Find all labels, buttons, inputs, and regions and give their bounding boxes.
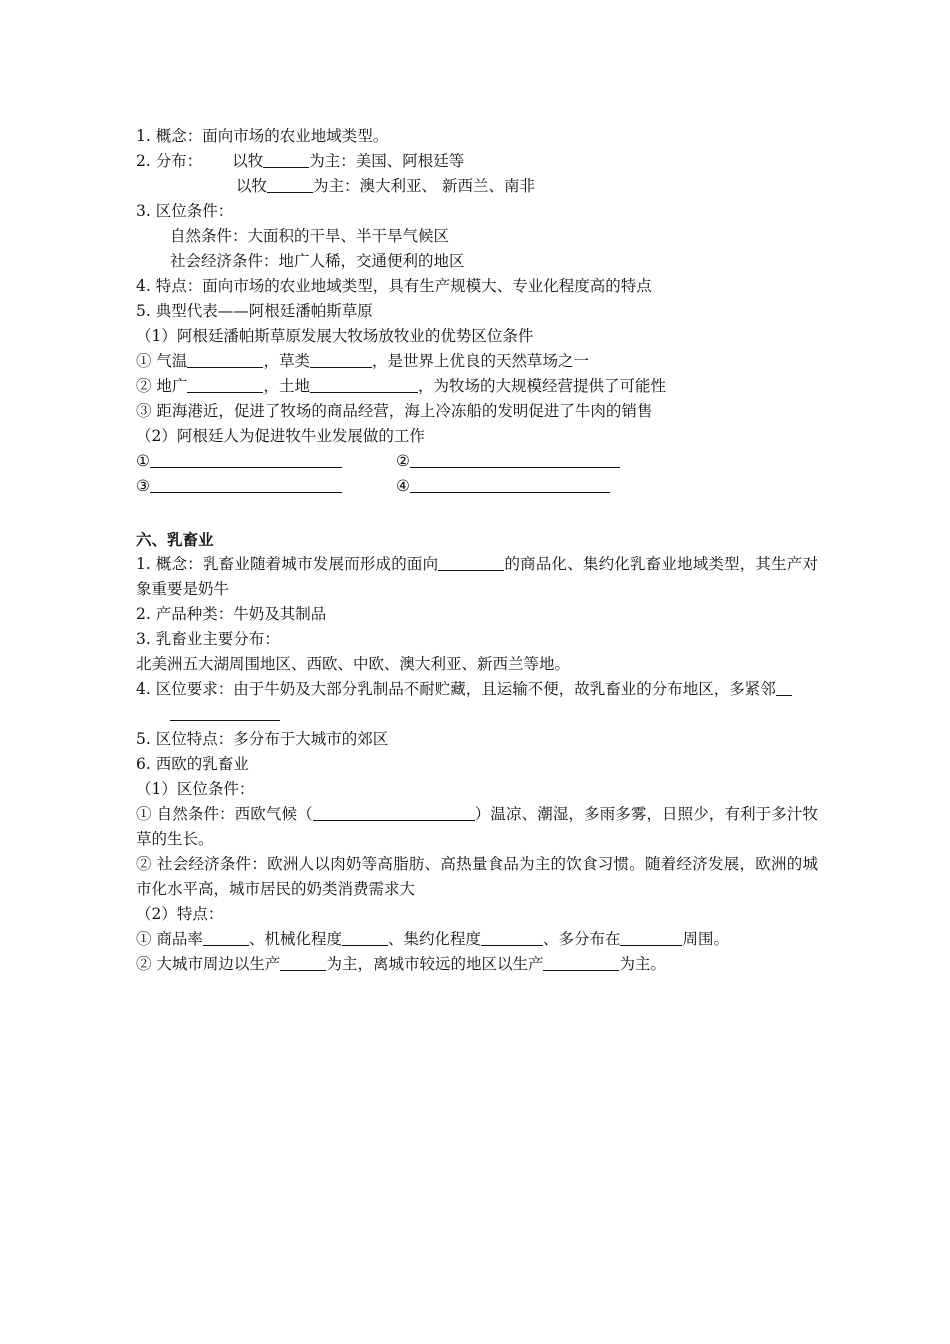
text: 周围。 — [682, 930, 729, 948]
text: 为主。 — [619, 955, 666, 973]
marker-2: ② — [396, 452, 410, 470]
product-types-line: 2. 产品种类：牛奶及其制品 — [136, 605, 327, 623]
text: ① 自然条件：西欧气候（ — [136, 805, 313, 823]
section-heading: 六、乳畜业 — [136, 530, 214, 549]
text: ② 地广 — [136, 377, 188, 395]
answer-row-1 — [136, 449, 818, 474]
text: 的商品化、集约化乳畜业地域类型，其生产对象重要是奶牛 — [136, 555, 818, 598]
fill-blank[interactable] — [263, 150, 309, 168]
text: 、机械化程度 — [248, 930, 342, 948]
fill-blank[interactable] — [310, 375, 418, 393]
answer-col-2 — [396, 449, 620, 474]
concept-line: 1. 概念：面向市场的农业地域类型。 — [136, 127, 389, 145]
fill-blank[interactable] — [310, 350, 372, 368]
fill-blank[interactable] — [280, 953, 326, 971]
port-line: ③ 距海港近，促进了牧场的商品经营，海上冷冻船的发明促进了牛肉的销售 — [136, 402, 653, 420]
conditions-subheading: （1）区位条件： — [136, 780, 255, 798]
location-conditions-line: 3. 区位条件： — [136, 202, 234, 220]
subquestion-1: （1）阿根廷潘帕斯草原发展大牧场放牧业的优势区位条件 — [136, 327, 534, 345]
distribution-regions-line: 北美洲五大湖周围地区、西欧、中欧、澳大利亚、新西兰等地。 — [136, 655, 571, 673]
subquestion-2: （2）阿根廷人为促进牧牛业发展做的工作 — [136, 427, 425, 445]
text: 、集约化程度 — [387, 930, 481, 948]
distribution-line-2 — [136, 174, 818, 199]
marker-3: ③ — [136, 477, 150, 495]
land-line — [136, 374, 818, 399]
fill-blank[interactable] — [170, 703, 280, 721]
answer-col-4 — [396, 474, 610, 499]
text: 、多分布在 — [542, 930, 621, 948]
fill-blank[interactable] — [187, 350, 263, 368]
socioeconomic-conditions-line: 社会经济条件：地广人稀，交通便利的地区 — [170, 252, 465, 270]
fill-blank[interactable] — [187, 375, 263, 393]
text: ① 商品率 — [136, 930, 203, 948]
dairy-concept-paragraph — [136, 552, 818, 602]
text: ① 气温 — [136, 352, 188, 370]
document-body — [136, 124, 818, 977]
fill-blank[interactable] — [203, 928, 249, 946]
fill-blank[interactable] — [267, 175, 313, 193]
natural-conditions-paragraph — [136, 802, 818, 852]
answer-blank-1[interactable] — [150, 450, 342, 468]
marker-4: ④ — [396, 477, 410, 495]
answer-blank-3[interactable] — [150, 475, 342, 493]
fill-blank[interactable] — [438, 553, 504, 571]
location-requirement-paragraph — [136, 677, 818, 702]
text: ）温凉、潮湿，多雨多雾，日照少，有利于多汁牧草的生长。 — [136, 805, 818, 848]
text: 4. 区位要求：由于牛奶及大部分乳制品不耐贮藏，且运输不便，故乳畜业的分布地区，多紧邻 — [136, 680, 776, 698]
features-line-1 — [136, 927, 818, 952]
fill-blank[interactable] — [342, 928, 388, 946]
text: 为主，离城市较远的地区以生产 — [326, 955, 544, 973]
typical-example-line: 5. 典型代表——阿根廷潘帕斯草原 — [136, 302, 373, 320]
fill-blank[interactable] — [313, 803, 475, 821]
text: ，为牧场的大规模经营提供了可能性 — [417, 377, 666, 395]
answer-row-2 — [136, 474, 818, 499]
text: ，土地 — [263, 377, 310, 395]
distribution-heading-line: 3. 乳畜业主要分布： — [136, 630, 280, 648]
location-features-line: 5. 区位特点：多分布于大城市的郊区 — [136, 730, 389, 748]
socioeconomic-conditions-paragraph: ② 社会经济条件：欧洲人以肉奶等高脂肪、高热量食品为主的饮食习惯。随着经济发展，欧洲的城市化水平高，城市居民的奶类消费需求大 — [136, 855, 818, 898]
natural-conditions-line: 自然条件：大面积的干旱、半干旱气候区 — [170, 227, 450, 245]
answer-blank-2[interactable] — [410, 450, 620, 468]
distribution-label: 2. 分布： — [136, 152, 203, 170]
features-line: 4. 特点：面向市场的农业地域类型，具有生产规模大、专业化程度高的特点 — [136, 277, 652, 295]
text: ，草类 — [263, 352, 310, 370]
west-europe-heading-line: 6. 西欧的乳畜业 — [136, 755, 249, 773]
answer-blank-4[interactable] — [410, 475, 610, 493]
fill-blank[interactable] — [481, 928, 543, 946]
features-subheading: （2）特点： — [136, 905, 224, 923]
text: ，是世界上优良的天然草场之一 — [371, 352, 589, 370]
location-requirement-blank-line — [136, 702, 818, 727]
marker-1: ① — [136, 452, 150, 470]
climate-line — [136, 349, 818, 374]
text: 以牧 — [232, 152, 264, 170]
distribution-line-1 — [136, 149, 818, 174]
fill-blank[interactable] — [620, 928, 682, 946]
fill-blank[interactable] — [776, 678, 792, 696]
fill-blank[interactable] — [543, 953, 619, 971]
text: 以牧 — [236, 177, 268, 195]
text: ② 大城市周边以生产 — [136, 955, 281, 973]
text: 为主：澳大利亚、 新西兰、南非 — [313, 177, 535, 195]
text: 为主：美国、阿根廷等 — [309, 152, 465, 170]
features-line-2 — [136, 952, 818, 977]
text: 1. 概念：乳畜业随着城市发展而形成的面向 — [136, 555, 439, 573]
